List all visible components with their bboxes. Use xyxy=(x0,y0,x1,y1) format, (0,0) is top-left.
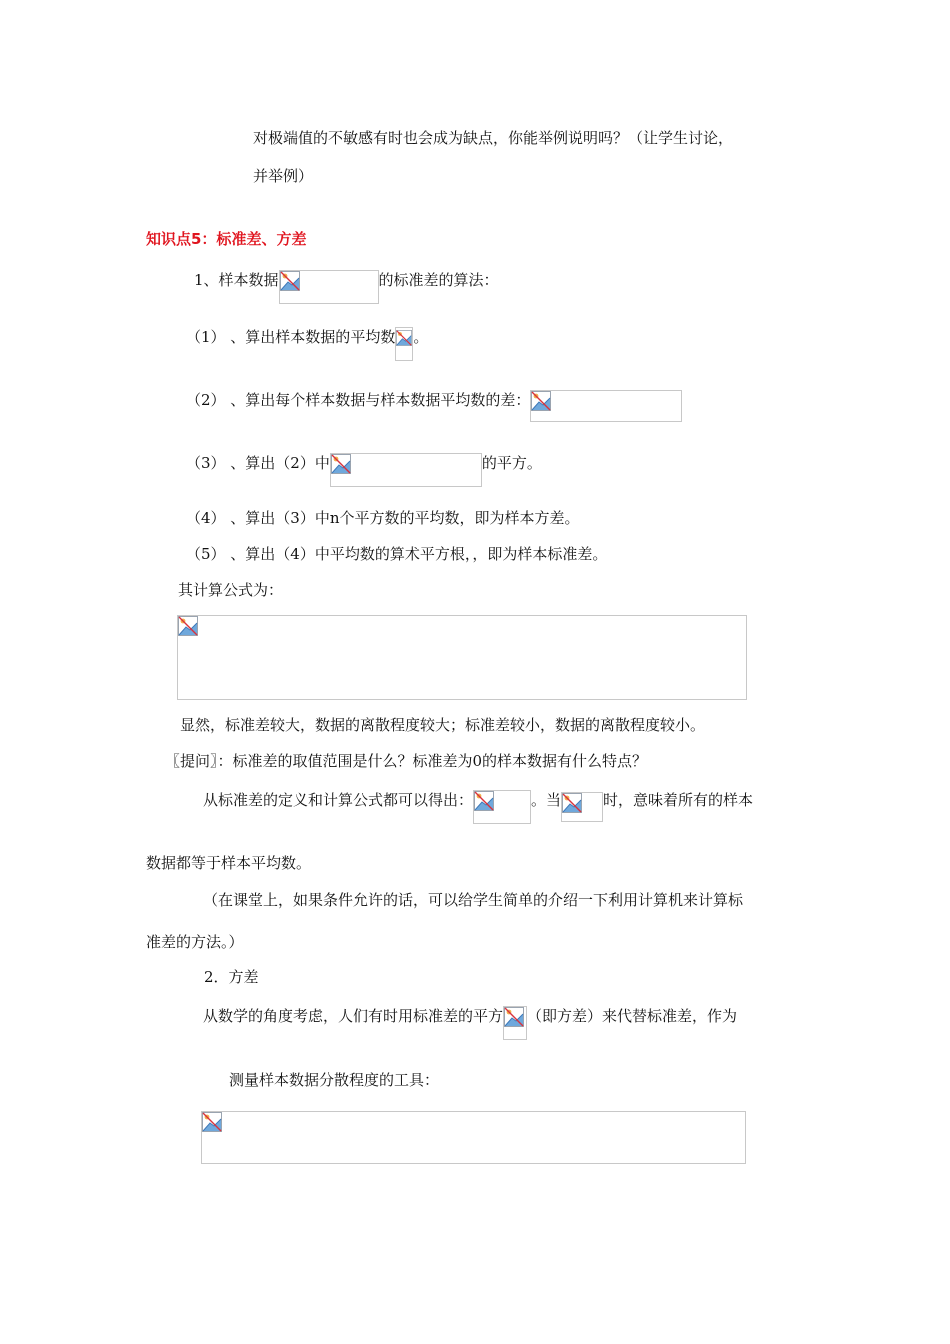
answer-line-2: 数据都等于样本平均数。 xyxy=(146,854,312,872)
broken-image-icon xyxy=(531,391,551,411)
variance-text: （即方差）来代替标准差，作为 xyxy=(527,1007,738,1025)
step-text: （1） 、算出样本数据的平均数 xyxy=(186,328,396,346)
broken-image-icon xyxy=(562,793,582,813)
item-1 xyxy=(194,270,499,304)
formula-image xyxy=(330,453,482,487)
variance-line-2: 测量样本数据分散程度的工具： xyxy=(229,1071,440,1089)
step-4: （4） 、算出（3）中n个平方数的平均数，即为样本方差。 xyxy=(186,509,580,527)
answer-line xyxy=(203,790,753,824)
formula-image-variance xyxy=(201,1111,746,1164)
step-3 xyxy=(186,453,542,487)
broken-image-icon xyxy=(280,271,300,291)
variance-text: 从数学的角度考虑，人们有时用标准差的平方 xyxy=(203,1007,504,1025)
answer-text: 。当 xyxy=(531,791,562,809)
step-2 xyxy=(186,390,682,422)
broken-image-icon xyxy=(202,1112,222,1132)
note-line: （在课堂上，如果条件允许的话，可以给学生简单的介绍一下利用计算机来计算标 xyxy=(203,891,744,909)
broken-image-icon xyxy=(331,454,351,474)
broken-image-icon xyxy=(396,328,412,348)
formula-image-std xyxy=(177,615,747,700)
step-5: （5） 、算出（4）中平均数的算术平方根，，即为样本标准差。 xyxy=(186,545,608,563)
step-1 xyxy=(186,327,428,361)
formula-image xyxy=(473,790,531,824)
formula-image xyxy=(395,327,413,361)
note-line: 准差的方法。） xyxy=(146,933,244,951)
broken-image-icon xyxy=(504,1007,524,1027)
formula-image xyxy=(279,270,379,304)
answer-text: 从标准差的定义和计算公式都可以得出： xyxy=(203,791,474,809)
step-text: 的平方。 xyxy=(481,454,542,472)
broken-image-icon xyxy=(178,616,198,636)
item-text: 1、样本数据 xyxy=(194,271,279,289)
item-text: 的标准差的算法： xyxy=(378,271,499,289)
formula-intro: 其计算公式为： xyxy=(178,581,284,599)
variance-title: 2．方差 xyxy=(204,968,259,986)
observation-text: 显然，标准差较大，数据的离散程度较大；标准差较小，数据的离散程度较小。 xyxy=(180,716,706,734)
paragraph-line: 并举例） xyxy=(253,167,314,185)
formula-image xyxy=(503,1006,527,1040)
paragraph-line: 对极端值的不敏感有时也会成为缺点，你能举例说明吗？（让学生讨论， xyxy=(253,129,734,147)
formula-image xyxy=(561,792,603,822)
step-text: （2） 、算出每个样本数据与样本数据平均数的差： xyxy=(186,391,531,409)
broken-image-icon xyxy=(474,791,494,811)
step-text: 。 xyxy=(413,328,429,346)
section-heading: 知识点5：标准差、方差 xyxy=(146,230,307,248)
formula-image xyxy=(530,390,682,422)
variance-line xyxy=(203,1006,737,1040)
answer-text: 时，意味着所有的样本 xyxy=(603,791,754,809)
step-text: （3） 、算出（2）中 xyxy=(186,454,330,472)
question-text: 〖提问〗：标准差的取值范围是什么？标准差为0的样本数据有什么特点？ xyxy=(165,752,648,770)
